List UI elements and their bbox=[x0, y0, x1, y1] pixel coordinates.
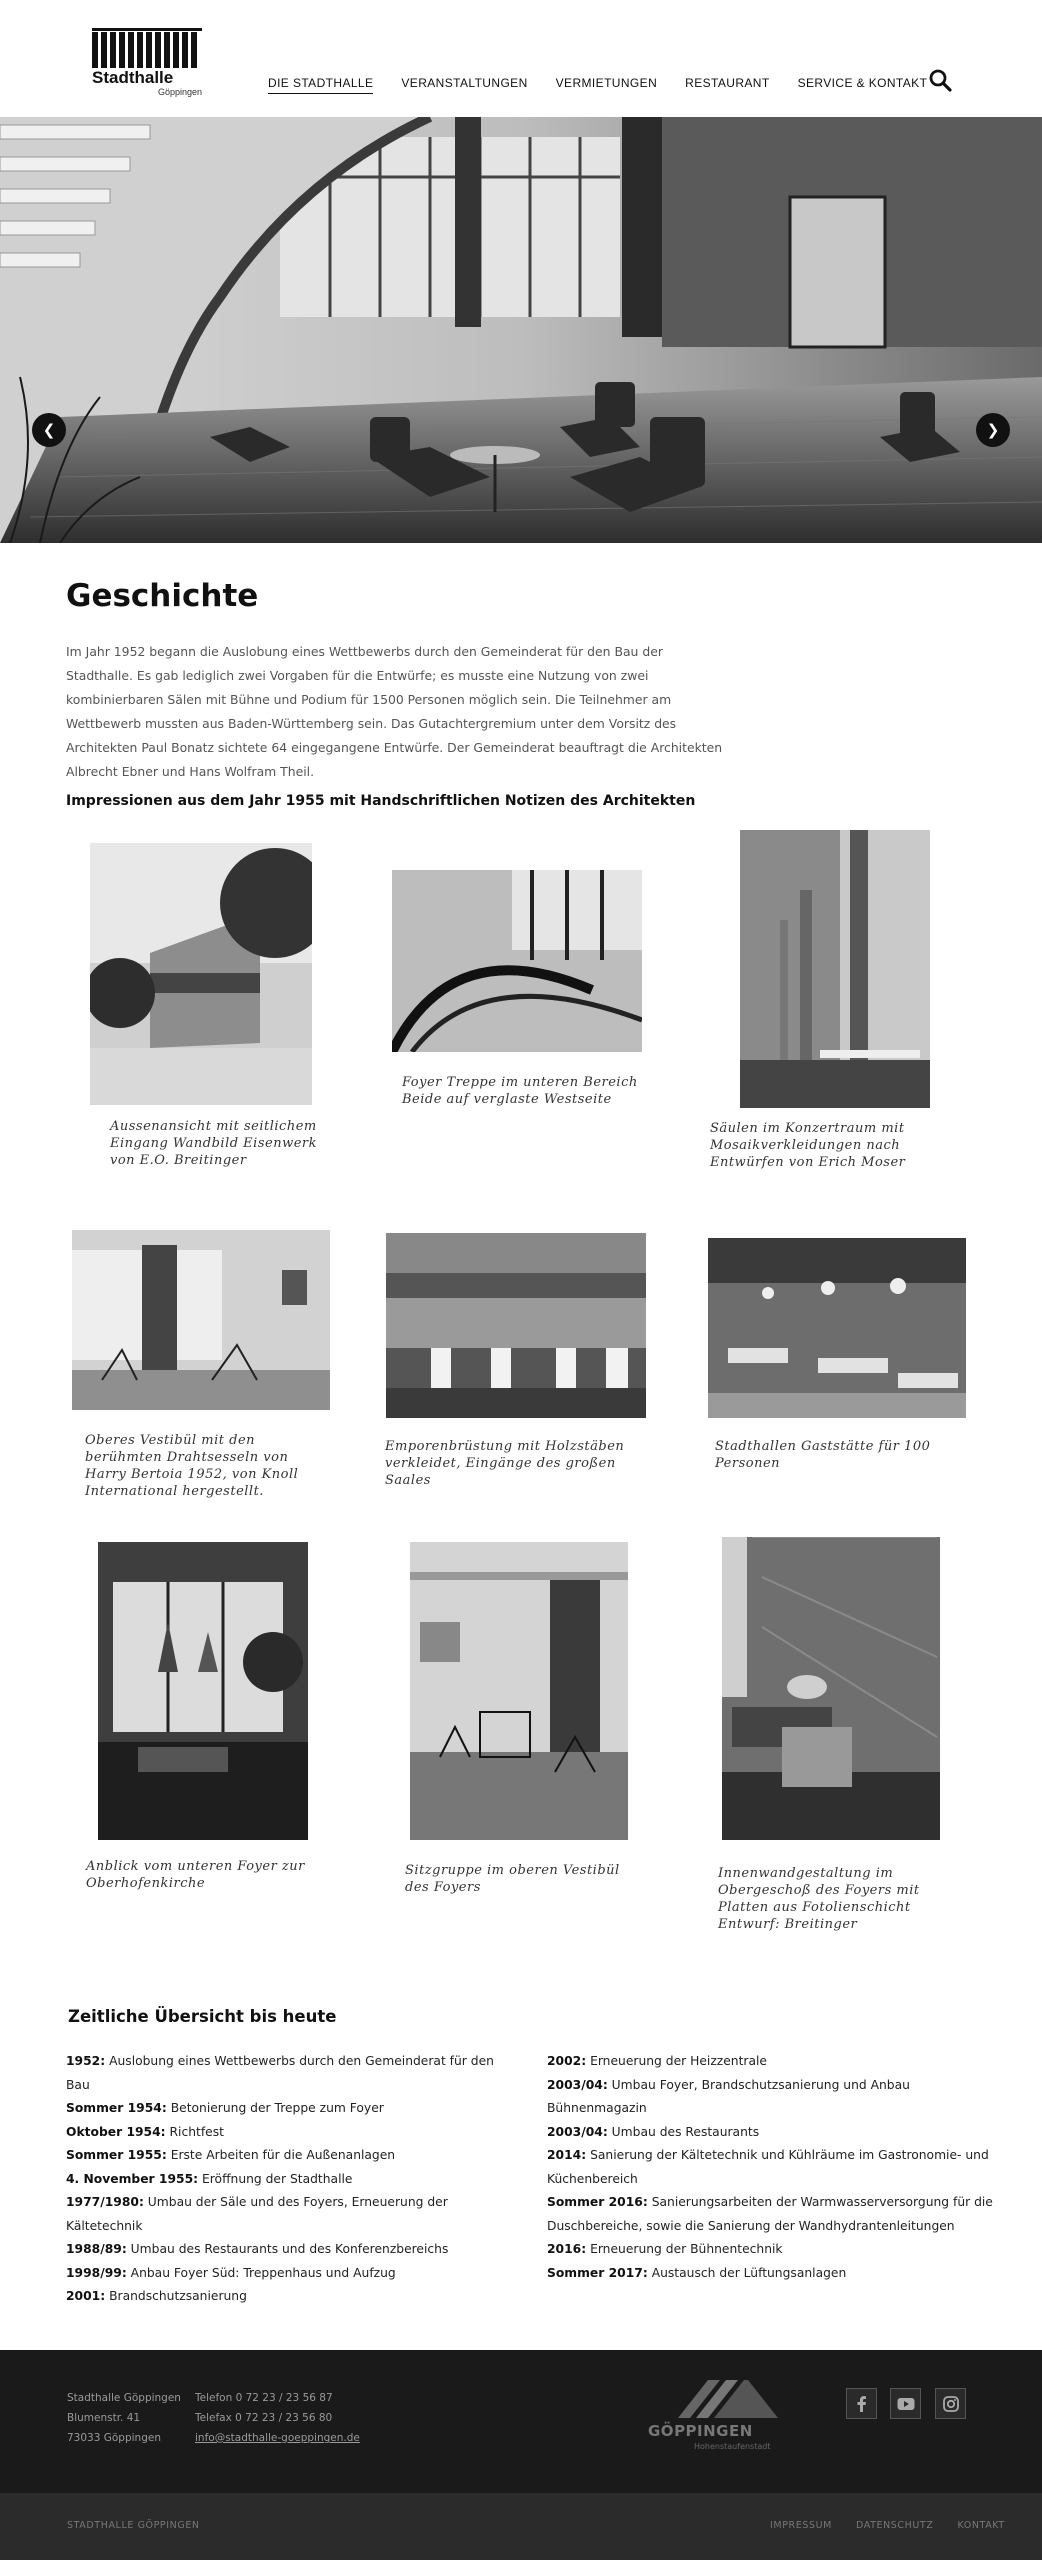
main-nav bbox=[268, 76, 955, 94]
hero-next-button[interactable] bbox=[976, 413, 1010, 447]
timeline-column-right bbox=[547, 2050, 1002, 2285]
timeline-entry bbox=[66, 2144, 521, 2168]
timeline-date: 4. November 1955: bbox=[66, 2171, 199, 2186]
link-impressum[interactable]: IMPRESSUM bbox=[770, 2520, 832, 2531]
search-icon[interactable] bbox=[928, 68, 954, 94]
nav-item-die-stadthalle[interactable]: DIE STADTHALLE bbox=[268, 76, 373, 94]
gallery-item[interactable] bbox=[392, 870, 642, 1052]
gallery-photo bbox=[410, 1542, 628, 1840]
timeline-date: Sommer 1955: bbox=[66, 2148, 167, 2162]
timeline-date: 2014: bbox=[547, 2148, 587, 2162]
timeline-entry bbox=[547, 2144, 1002, 2191]
gallery-item[interactable] bbox=[386, 1233, 646, 1418]
gallery-item[interactable] bbox=[98, 1542, 308, 1840]
timeline-entry bbox=[547, 2191, 1002, 2238]
timeline-entry bbox=[547, 2238, 1002, 2262]
city-logo-text: GÖPPINGEN bbox=[648, 2422, 753, 2440]
timeline-entry bbox=[66, 2191, 521, 2238]
timeline-date: 2016: bbox=[547, 2242, 587, 2256]
timeline-date: 2002: bbox=[547, 2054, 587, 2068]
timeline-text: Auslobung eines Wettbewerbs durch den Gemeinderat für den Bau bbox=[66, 2054, 494, 2092]
timeline-text: Umbau des Restaurants bbox=[611, 2124, 760, 2139]
timeline-entry bbox=[66, 2050, 521, 2097]
instagram-icon[interactable] bbox=[935, 2388, 966, 2419]
timeline-text: Brandschutzsanierung bbox=[109, 2289, 247, 2303]
city-logo[interactable] bbox=[648, 2378, 798, 2458]
gallery-title: Impressionen aus dem Jahr 1955 mit Handschriftlichen Notizen des Architekten bbox=[66, 793, 696, 809]
timeline-text: Sanierung der Kältetechnik und Kühlräume im Gastronomie- und Küchenbereich bbox=[547, 2148, 989, 2186]
footer-fax: Telefax 0 72 23 / 23 56 80 bbox=[195, 2412, 333, 2424]
gallery-photo bbox=[98, 1542, 308, 1840]
nav-item-restaurant[interactable]: RESTAURANT bbox=[685, 76, 770, 90]
timeline-entry bbox=[66, 2285, 521, 2309]
timeline-text: Sanierungsarbeiten der Warmwasserversorgung für die Duschbereiche, sowie die Sanierung der Wandhydrantenleitungen bbox=[547, 2195, 993, 2233]
timeline-date: 2003/04: bbox=[547, 2077, 608, 2092]
timeline-date: Sommer 1954: bbox=[66, 2101, 167, 2115]
logo-mark bbox=[92, 28, 202, 68]
gallery-photo bbox=[708, 1238, 966, 1418]
timeline-title: Zeitliche Übersicht bis heute bbox=[68, 2007, 337, 2026]
gallery-photo bbox=[72, 1230, 330, 1410]
timeline-text: Austausch der Lüftungsanlagen bbox=[651, 2265, 847, 2280]
footer-address-line: 73033 Göppingen bbox=[67, 2432, 161, 2444]
timeline-date: Sommer 2016: bbox=[547, 2195, 648, 2209]
footer-address-line: Blumenstr. 41 bbox=[67, 2412, 141, 2424]
city-logo-mark bbox=[648, 2378, 798, 2422]
timeline-entry bbox=[547, 2121, 1002, 2145]
gallery-photo bbox=[740, 830, 930, 1108]
city-logo-subtitle: Hohenstaufenstadt bbox=[694, 2442, 771, 2451]
gallery-caption: Stadthallen Gaststätte für 100 Personen bbox=[715, 1439, 931, 1471]
timeline-date: Sommer 2017: bbox=[547, 2265, 648, 2280]
gallery-item[interactable] bbox=[72, 1230, 330, 1410]
link-datenschutz[interactable]: DATENSCHUTZ bbox=[855, 2520, 934, 2531]
gallery-item[interactable] bbox=[722, 1537, 940, 1840]
bottom-bar bbox=[0, 2493, 1042, 2560]
logo-name: Stadthalle bbox=[92, 68, 174, 87]
timeline-text: Anbau Foyer Süd: Treppenhaus und Aufzug bbox=[130, 2265, 396, 2280]
footer-address bbox=[67, 2388, 181, 2448]
site-footer bbox=[0, 2350, 1042, 2493]
site-header bbox=[0, 0, 1042, 117]
timeline-text: Erste Arbeiten für die Außenanlagen bbox=[170, 2148, 396, 2162]
page-title: Geschichte bbox=[66, 578, 259, 614]
timeline-text: Umbau der Säle und des Foyers, Erneuerung der Kältetechnik bbox=[66, 2195, 448, 2233]
chevron-right-icon: ❯ bbox=[986, 421, 1000, 439]
footer-contact bbox=[195, 2388, 360, 2448]
timeline-entry bbox=[547, 2074, 1002, 2121]
gallery-caption: Anblick vom unteren Foyer zur Oberhofenkirche bbox=[86, 1859, 305, 1891]
gallery-photo bbox=[386, 1233, 646, 1418]
gallery-caption: Säulen im Konzertraum mit Mosaikverkleidungen nach Entwürfen von Erich Moser bbox=[710, 1121, 906, 1170]
footer-phone: Telefon 0 72 23 / 23 56 87 bbox=[195, 2392, 333, 2404]
gallery-item[interactable] bbox=[708, 1238, 966, 1418]
timeline-text: Betonierung der Treppe zum Foyer bbox=[170, 2101, 384, 2115]
link-kontakt[interactable]: KONTAKT bbox=[957, 2520, 1005, 2531]
hero-image bbox=[0, 117, 1042, 543]
legal-links bbox=[770, 2520, 1005, 2531]
timeline-text: Erneuerung der Heizzentrale bbox=[590, 2054, 767, 2068]
facebook-icon[interactable] bbox=[846, 2388, 877, 2419]
timeline-text: Erneuerung der Bühnentechnik bbox=[590, 2242, 783, 2256]
copyright: STADTHALLE GÖPPINGEN bbox=[67, 2520, 200, 2531]
youtube-icon[interactable] bbox=[890, 2388, 921, 2419]
hero-prev-button[interactable] bbox=[32, 413, 66, 447]
gallery-photo bbox=[722, 1537, 940, 1840]
timeline-text: Umbau Foyer, Brandschutzsanierung und Anbau Bühnenmagazin bbox=[547, 2077, 910, 2115]
timeline-text: Umbau des Restaurants und des Konferenzbereichs bbox=[130, 2242, 449, 2256]
timeline-entry bbox=[547, 2050, 1002, 2074]
logo-city: Göppingen bbox=[157, 87, 202, 97]
site-logo[interactable] bbox=[92, 28, 202, 96]
timeline-entry bbox=[547, 2262, 1002, 2286]
timeline-date: 2001: bbox=[66, 2289, 106, 2303]
footer-email-link[interactable]: info@stadthalle-goeppingen.de bbox=[195, 2432, 360, 2444]
gallery-item[interactable] bbox=[90, 843, 312, 1105]
timeline-date: 2003/04: bbox=[547, 2124, 608, 2139]
gallery-caption: Innenwandgestaltung im Obergeschoß des Foyers mit Platten aus Fotolienschicht Entwurf: Breitinger bbox=[718, 1866, 920, 1932]
timeline-date: 1952: bbox=[66, 2054, 106, 2068]
timeline-entry bbox=[66, 2121, 521, 2145]
timeline-text: Eröffnung der Stadthalle bbox=[201, 2171, 353, 2186]
timeline-date: Oktober 1954: bbox=[66, 2124, 166, 2139]
nav-item-veranstaltungen[interactable]: VERANSTALTUNGEN bbox=[401, 76, 528, 90]
timeline-entry bbox=[66, 2262, 521, 2286]
gallery-caption: Foyer Treppe im unteren Bereich Beide auf verglaste Westseite bbox=[402, 1075, 638, 1107]
chevron-left-icon: ❮ bbox=[42, 421, 56, 439]
gallery-caption: Aussenansicht mit seitlichem Eingang Wandbild Eisenwerk von E.O. Breitinger bbox=[110, 1119, 317, 1168]
footer-address-line: Stadthalle Göppingen bbox=[67, 2392, 181, 2404]
gallery-photo bbox=[392, 870, 642, 1052]
timeline-date: 1998/99: bbox=[66, 2265, 127, 2280]
gallery-caption: Oberes Vestibül mit den berühmten Drahtsesseln von Harry Bertoia 1952, von Knoll International hergestellt. bbox=[85, 1433, 299, 1499]
timeline-column-left bbox=[66, 2050, 521, 2309]
intro-text: Im Jahr 1952 begann die Auslobung eines Wettbewerbs durch den Gemeinderat für den Bau der Stadthalle. Es gab lediglich zwei Vorgaben für die Entwürfe; es musste eine Nutzung von zwei kombinierbaren Sälen mit Bühne und Podium für 1500 Personen möglich sein. Die Teilnehmer am Wettbewerb mussten aus Baden-Württemberg sein. Das Gutachtergremium unter dem Vorsitz des Architekten Paul Bonatz sichtete 64 eingegangene Entwürfe. Der Gemeinderat beauftragt die Architekten Albrecht Ebner und Hans Wolfram Theil. bbox=[66, 644, 723, 779]
nav-item-vermietungen[interactable]: VERMIETUNGEN bbox=[555, 76, 658, 90]
timeline-date: 1977/1980: bbox=[66, 2195, 144, 2209]
gallery-item[interactable] bbox=[740, 830, 930, 1108]
timeline-entry bbox=[66, 2097, 521, 2121]
timeline-entry bbox=[66, 2168, 521, 2192]
timeline-entry bbox=[66, 2238, 521, 2262]
gallery-photo bbox=[90, 843, 312, 1105]
timeline-date: 1988/89: bbox=[66, 2242, 127, 2256]
timeline-text: Richtfest bbox=[169, 2124, 224, 2139]
gallery-caption: Emporenbrüstung mit Holzstäben verkleidet, Eingänge des großen Saales bbox=[385, 1439, 625, 1488]
gallery-item[interactable] bbox=[410, 1542, 628, 1840]
nav-item-service-kontakt[interactable]: SERVICE & KONTAKT bbox=[797, 76, 928, 90]
gallery-caption: Sitzgruppe im oberen Vestibül des Foyers bbox=[405, 1863, 620, 1895]
hero-slider bbox=[0, 117, 1042, 543]
